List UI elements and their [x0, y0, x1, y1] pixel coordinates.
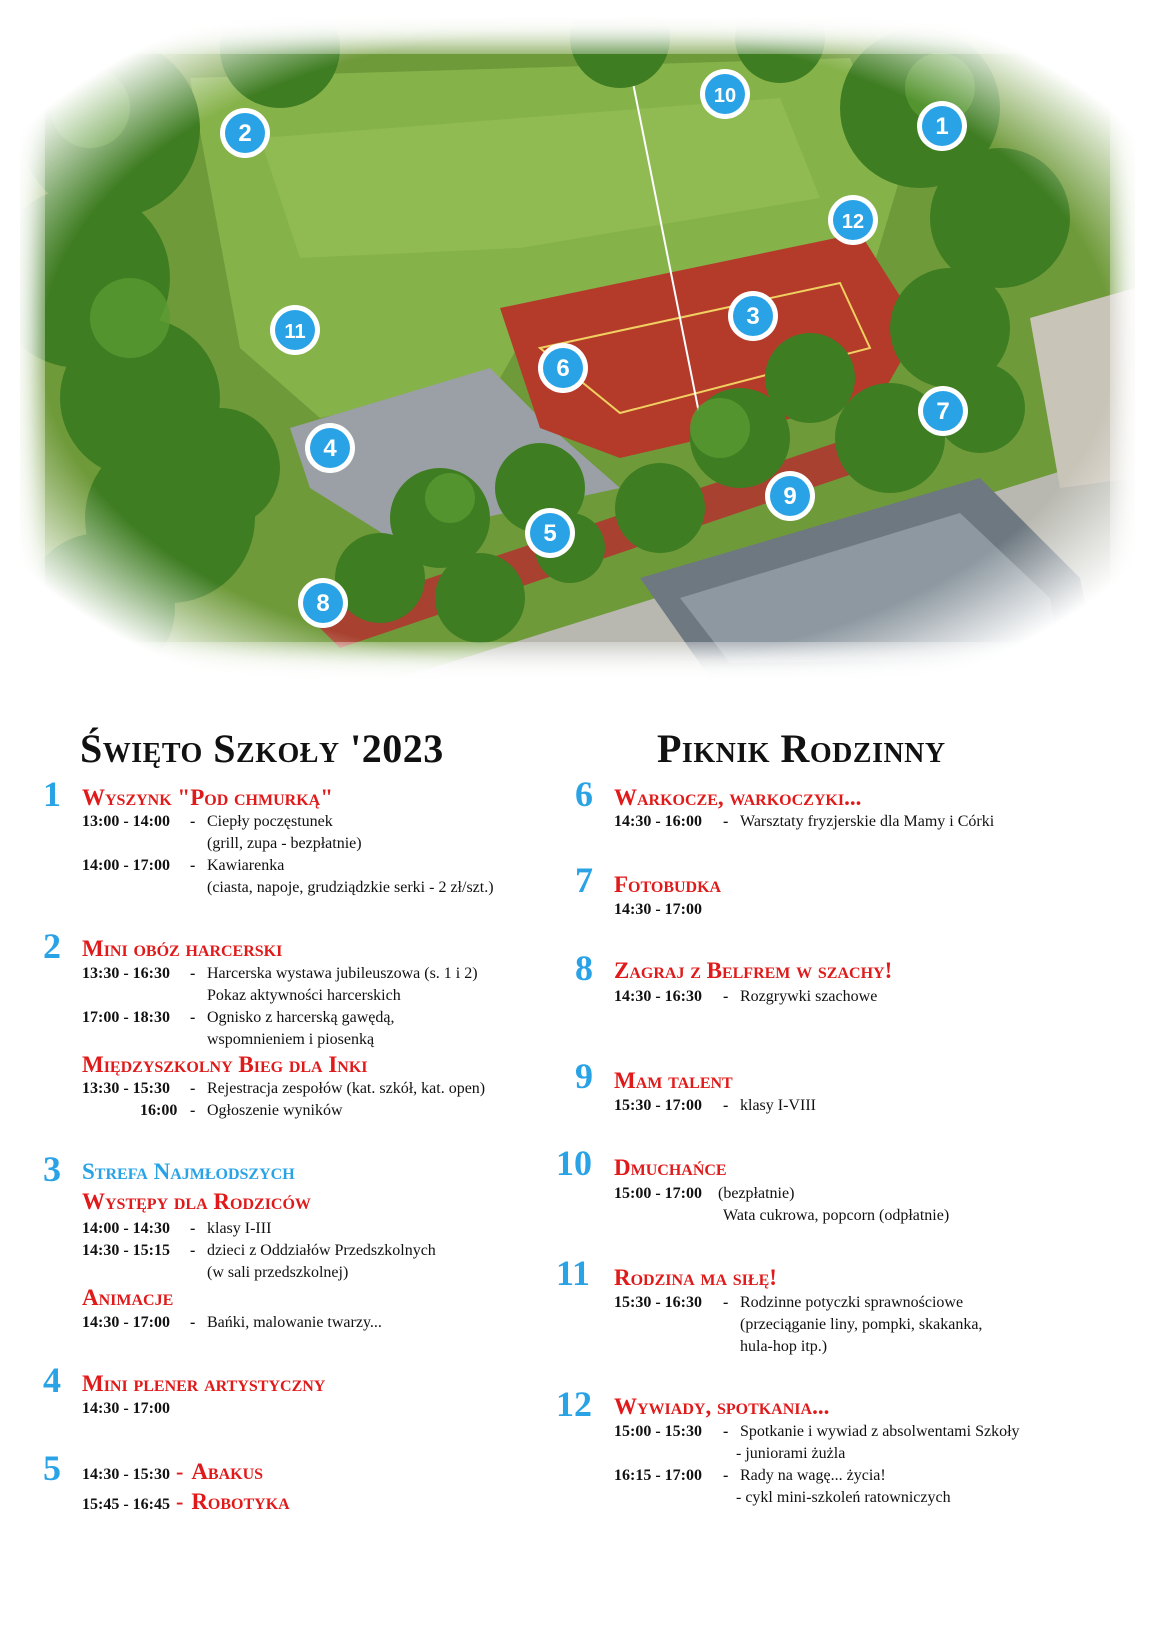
section-title-8: Zagraj z Belfrem w szachy!: [614, 958, 893, 983]
map-marker-2: [220, 108, 270, 158]
schedule-time: 16:15 - 17:00: [614, 1467, 702, 1484]
schedule-text: Harcerska wystawa jubileuszowa (s. 1 i 2): [207, 965, 478, 982]
schedule-dash: -: [190, 1102, 196, 1119]
section-title-4: Mini plener artystyczny: [82, 1371, 326, 1396]
section-title-5b: Robotyka: [191, 1489, 290, 1514]
schedule-time: 16:00: [140, 1102, 178, 1119]
map-marker-11: [270, 305, 320, 355]
schedule-dash: -: [190, 813, 196, 830]
schedule-text: Rejestracja zespołów (kat. szkół, kat. open): [207, 1080, 486, 1097]
schedule-text: Rodzinne potyczki sprawnościowe: [740, 1294, 964, 1311]
schedule-time: 15:00 - 15:30: [614, 1423, 702, 1440]
section-subtitle: Występy dla Rodziców: [82, 1189, 311, 1214]
section-number-1: 1: [43, 774, 61, 814]
section-number-9: 9: [575, 1056, 593, 1096]
section-number-3: 3: [43, 1149, 61, 1189]
schedule-dash: -: [723, 1423, 729, 1440]
section-number-5: 5: [43, 1448, 61, 1488]
schedule-dash: -: [190, 1314, 196, 1331]
map-marker-label: 1: [935, 113, 949, 140]
schedule-text: klasy I-III: [207, 1220, 272, 1237]
map-marker-7: [918, 386, 968, 436]
schedule-subtext: - cykl mini-szkoleń ratowniczych: [736, 1489, 951, 1506]
aerial-site-map: [20, 18, 1135, 678]
schedule-subtext: (grill, zupa - bezpłatnie): [207, 835, 362, 852]
schedule-time: 13:30 - 16:30: [82, 965, 170, 982]
section-number-6: 6: [575, 774, 593, 814]
map-marker-8: [298, 578, 348, 628]
section-title-6: Warkocze, warkoczyki...: [614, 785, 862, 810]
map-marker-label: 8: [316, 590, 330, 617]
schedule-dash: -: [723, 1097, 729, 1114]
map-marker-label: 12: [841, 211, 865, 233]
schedule-subtext: (ciasta, napoje, grudziądzkie serki - 2 zł/szt.): [207, 879, 494, 896]
schedule-dash: -: [190, 1080, 196, 1097]
map-marker-label: 5: [543, 520, 557, 547]
map-marker-label: 11: [284, 321, 306, 343]
schedule-dash: -: [723, 813, 729, 830]
schedule-text: Ciepły poczęstunek: [207, 813, 333, 830]
schedule-time: 15:30 - 17:00: [614, 1097, 702, 1114]
section-number-12: 12: [556, 1384, 592, 1424]
schedule-time: 15:00 - 17:00: [614, 1185, 702, 1202]
map-marker-label: 4: [323, 435, 337, 462]
section-title-11: Rodzina ma siłę!: [614, 1265, 777, 1290]
schedule-subtext: (w sali przedszkolnej): [207, 1264, 349, 1281]
section-title-5a: Abakus: [191, 1459, 264, 1484]
heading-left: Święto Szkoły '2023: [80, 726, 444, 771]
schedule-dash: -: [190, 1009, 196, 1026]
schedule-time: 13:00 - 14:00: [82, 813, 170, 830]
schedule-dash: -: [175, 1489, 184, 1514]
schedule-time: 14:30 - 15:15: [82, 1242, 170, 1259]
schedule-text: Warsztaty fryzjerskie dla Mamy i Córki: [740, 813, 995, 830]
map-marker-12: [828, 195, 878, 245]
section-title-2: Mini obóz harcerski: [82, 936, 283, 961]
schedule-dash: -: [723, 1294, 729, 1311]
schedule-dash: -: [190, 857, 196, 874]
section-number-11: 11: [556, 1253, 591, 1293]
section-number-7: 7: [575, 860, 593, 900]
schedule-time: 14:30 - 17:00: [82, 1314, 170, 1331]
map-marker-9: [765, 471, 815, 521]
schedule-subtext: wspomnieniem i piosenką: [207, 1031, 375, 1048]
map-marker-3: [728, 291, 778, 341]
schedule-text: Bańki, malowanie twarzy...: [207, 1314, 382, 1331]
schedule-text: klasy I-VIII: [740, 1097, 816, 1114]
schedule-subtext: Wata cukrowa, popcorn (odpłatnie): [723, 1207, 950, 1224]
map-marker-1: [917, 101, 967, 151]
section-title-7: Fotobudka: [614, 872, 722, 897]
section-title-10: Dmuchańce: [614, 1155, 727, 1180]
schedule-time: 14:30 - 15:30: [82, 1466, 170, 1483]
section-title-9: Mam talent: [614, 1068, 733, 1093]
schedule-dash: -: [190, 1242, 196, 1259]
schedule-dash: -: [175, 1459, 184, 1484]
section-title-3: Strefa Najmłodszych: [82, 1159, 295, 1184]
map-marker-10: [700, 69, 750, 119]
schedule-text: Ogłoszenie wyników: [207, 1102, 343, 1119]
schedule-dash: -: [723, 1467, 729, 1484]
section-title-12: Wywiady, spotkania...: [614, 1394, 830, 1419]
schedule-time: 17:00 - 18:30: [82, 1009, 170, 1026]
schedule-subtext: Pokaz aktywności harcerskich: [207, 987, 401, 1004]
schedule-time: 15:30 - 16:30: [614, 1294, 702, 1311]
section-number-4: 4: [43, 1360, 61, 1400]
schedule-time: 14:30 - 17:00: [614, 901, 702, 918]
schedule-subtext: (przeciąganie liny, pompki, skakanka,: [740, 1316, 983, 1333]
map-marker-label: 7: [936, 398, 950, 425]
schedule-text: Kawiarenka: [207, 857, 285, 874]
schedule-dash: -: [723, 988, 729, 1005]
map-marker-label: 2: [238, 120, 252, 147]
schedule-subtext: hula-hop itp.): [740, 1338, 828, 1355]
schedule-dash: -: [190, 965, 196, 982]
section-number-2: 2: [43, 926, 61, 966]
schedule-time: 13:30 - 15:30: [82, 1080, 170, 1097]
map-marker-label: 3: [746, 303, 760, 330]
map-marker-label: 6: [556, 355, 570, 382]
map-marker-5: [525, 508, 575, 558]
section-title-1: Wyszynk "Pod chmurką": [82, 785, 333, 810]
schedule-time: 14:30 - 16:00: [614, 813, 702, 830]
schedule-text: dzieci z Oddziałów Przedszkolnych: [207, 1242, 436, 1259]
schedule-dash: -: [190, 1220, 196, 1237]
schedule-text: (bezpłatnie): [718, 1185, 795, 1202]
schedule-text: Rady na wagę... życia!: [740, 1467, 886, 1484]
schedule-subtext: - juniorami żużla: [736, 1445, 846, 1462]
map-marker-6: [538, 343, 588, 393]
schedule-row: [82, 1459, 263, 1488]
map-marker-4: [305, 423, 355, 473]
schedule-time: 14:00 - 14:30: [82, 1220, 170, 1237]
schedule-text: Ognisko z harcerską gawędą,: [207, 1009, 395, 1026]
schedule-time: 14:30 - 17:00: [82, 1400, 170, 1417]
schedule-text: Rozgrywki szachowe: [740, 988, 878, 1005]
section-subtitle: Międzyszkolny Bieg dla Inki: [82, 1052, 368, 1077]
heading-right: Piknik Rodzinny: [657, 726, 946, 771]
section-number-10: 10: [556, 1143, 592, 1183]
schedule-time: 14:30 - 16:30: [614, 988, 702, 1005]
section-number-8: 8: [575, 948, 593, 988]
schedule-row: [82, 1489, 290, 1518]
schedule-time: 15:45 - 16:45: [82, 1496, 170, 1513]
schedule-text: Spotkanie i wywiad z absolwentami Szkoły: [740, 1423, 1020, 1440]
section-subtitle: Animacje: [82, 1285, 174, 1310]
map-marker-label: 9: [783, 483, 797, 510]
map-marker-label: 10: [713, 85, 737, 107]
schedule-time: 14:00 - 17:00: [82, 857, 170, 874]
